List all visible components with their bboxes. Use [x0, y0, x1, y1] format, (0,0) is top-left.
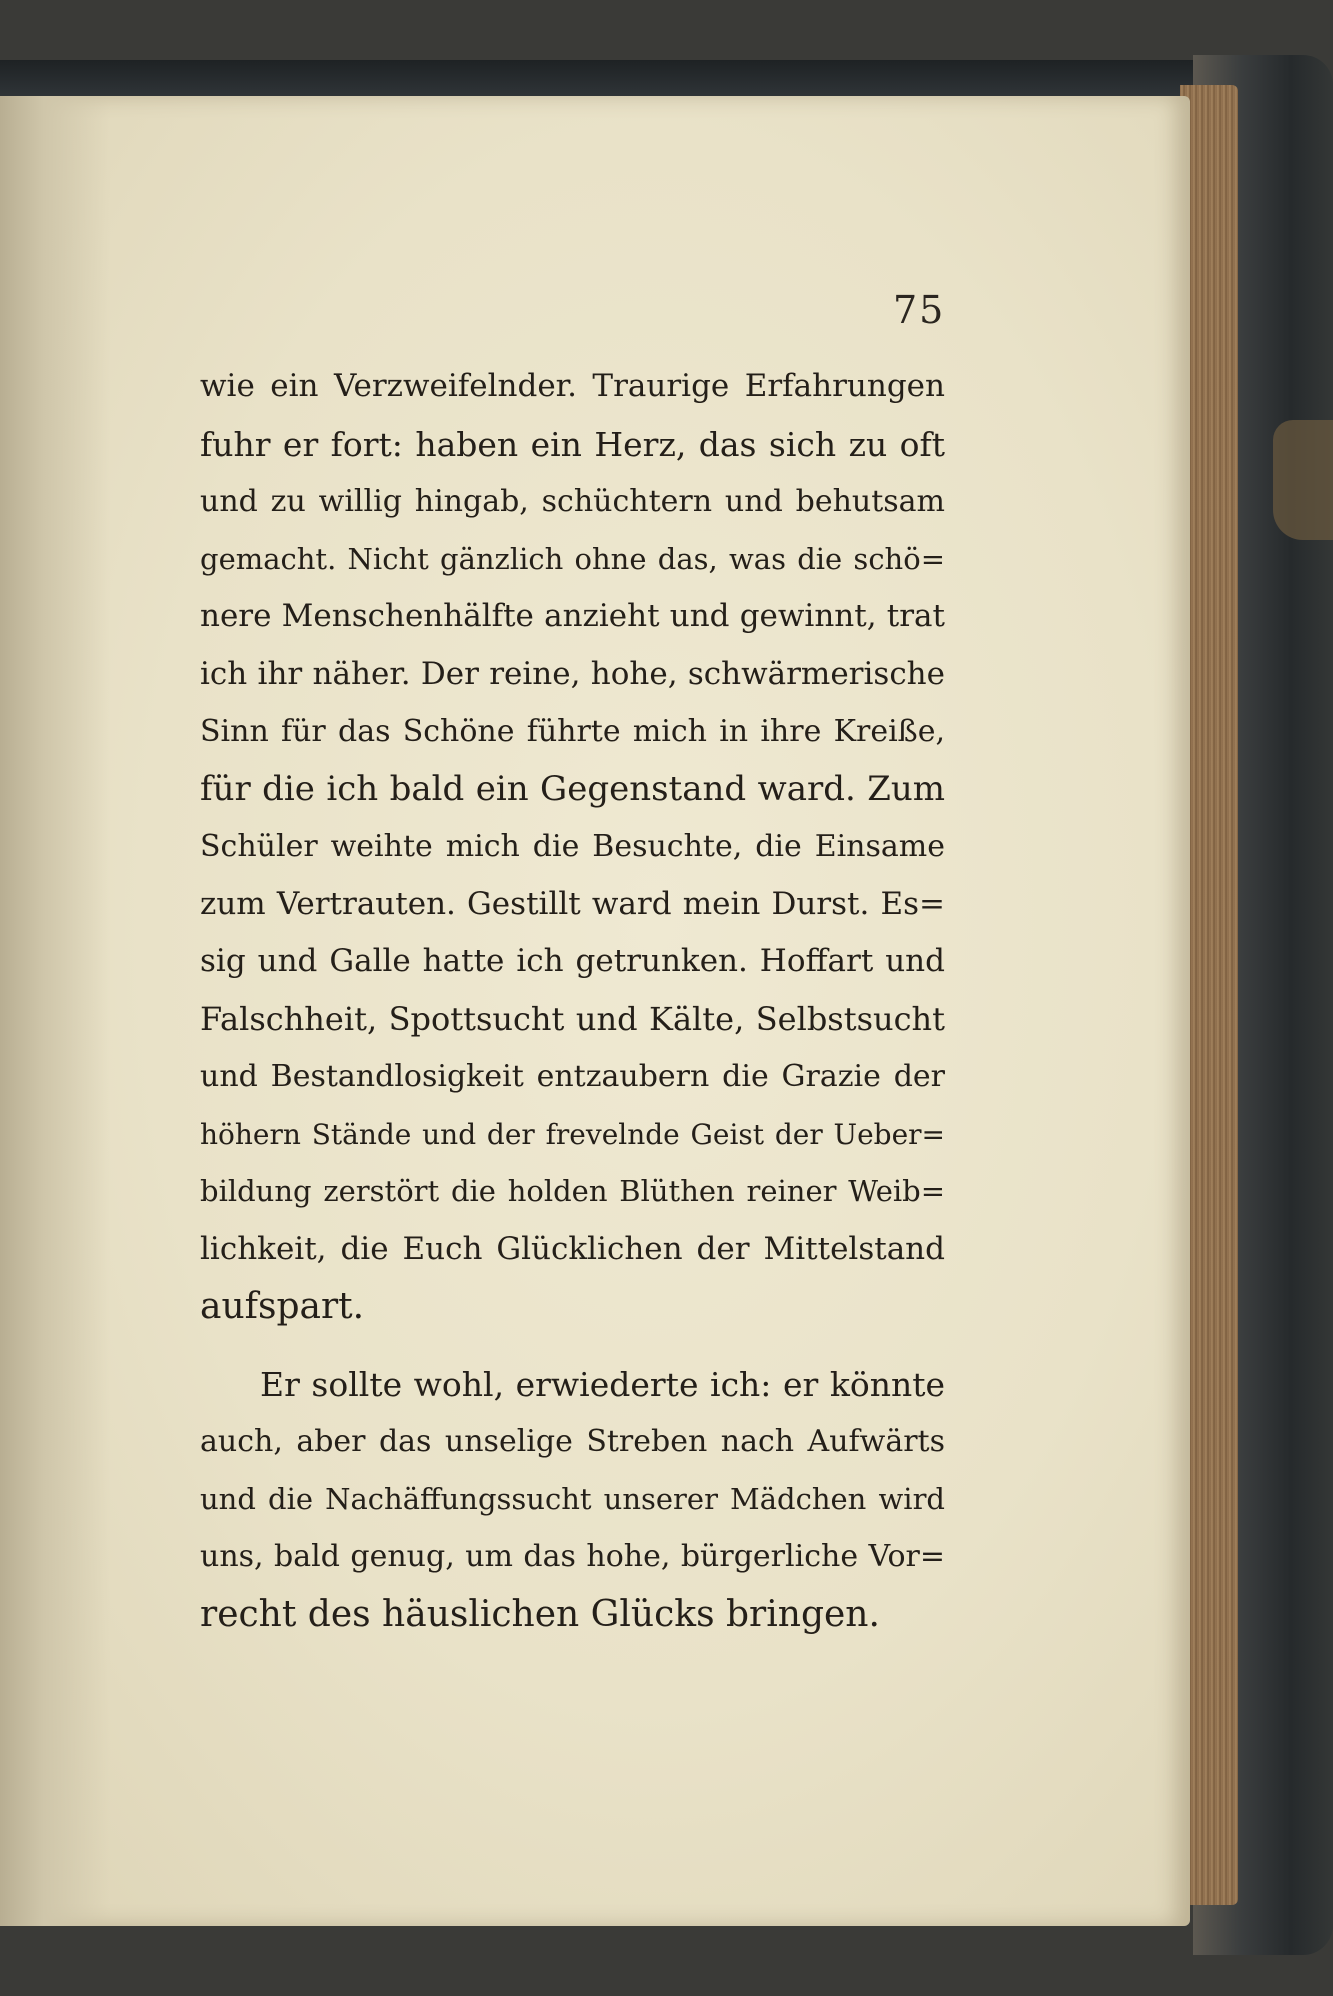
text-line: aufspart.	[200, 1286, 365, 1327]
cover-worn-corner	[1273, 420, 1333, 540]
text-line: sig und Galle hatte ich getrunken. Hoffart und	[200, 943, 945, 979]
text-line: Falschheit, Spottsucht und Kälte, Selbstsucht	[200, 999, 945, 1038]
text-line: wie ein Verzweifelnder. Traurige Erfahrungen	[200, 368, 945, 404]
page-gutter-shadow	[0, 96, 110, 1926]
text-line: ich ihr näher. Der reine, hohe, schwärmerische	[200, 655, 945, 692]
text-line: fuhr er fort: haben ein Herz, das sich zu oft	[200, 424, 945, 464]
text-line: höhern Stände und der frevelnde Geist der Ueber=	[200, 1117, 945, 1151]
text-line: und Bestandlosigkeit entzaubern die Grazie der	[200, 1059, 945, 1094]
paragraph-1	[200, 358, 945, 1336]
text-line: zum Vertrauten. Gestillt ward mein Durst. Es=	[200, 885, 945, 922]
text-line: nere Menschenhälfte anzieht und gewinnt, trat	[200, 598, 945, 634]
paragraph-2	[200, 1356, 945, 1644]
text-line: und zu willig hingab, schüchtern und behutsam	[200, 484, 945, 519]
text-line: recht des häuslichen Glücks bringen.	[200, 1593, 880, 1635]
page-text	[200, 358, 945, 1643]
text-line: Sinn für das Schöne führte mich in ihre Kreiße,	[200, 714, 945, 749]
text-line: Schüler weihte mich die Besuchte, die Einsame	[200, 829, 945, 864]
text-line: gemacht. Nicht gänzlich ohne das, was die schö=	[200, 541, 945, 576]
text-line: und die Nachäffungssucht unserer Mädchen wird	[200, 1481, 945, 1516]
paragraph-gap	[200, 1336, 945, 1356]
text-line: lichkeit, die Euch Glücklichen der Mittelstand	[200, 1230, 945, 1267]
page-number: 75	[893, 288, 946, 332]
text-line: uns, bald genug, um das hohe, bürgerliche Vor=	[200, 1539, 945, 1574]
text-line: auch, aber das unselige Streben nach Aufwärts	[200, 1424, 945, 1459]
text-line: bildung zerstört die holden Blüthen reiner Weib=	[200, 1174, 945, 1208]
text-line: Er sollte wohl, erwiederte ich: er könnte	[260, 1364, 945, 1404]
text-line: für die ich bald ein Gegenstand ward. Zum	[200, 768, 945, 809]
